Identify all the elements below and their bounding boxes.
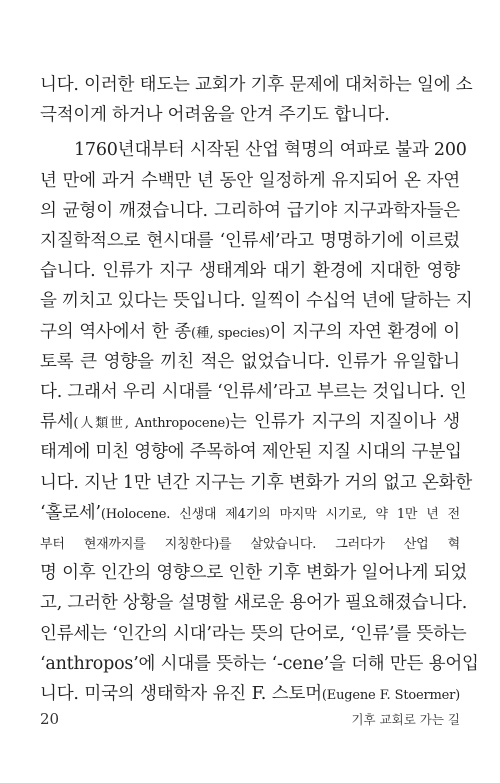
text-line-4: 년 만에 과거 수백만 년 동안 일정하게 유지되어 온 자연 — [40, 171, 460, 191]
text-line-19: 인류세는 ‘인간의 시대’라는 뜻의 단어로, ‘인류’를 뜻하는 — [40, 624, 467, 644]
text-line-12 — [40, 410, 460, 436]
text-line-17: 명 이후 인간의 영향으로 인한 기후 변화가 일어나게 되었 — [40, 563, 468, 583]
text-line-7: 습니다. 인류가 지구 생태계와 대기 환경에 지대한 영향 — [40, 261, 460, 281]
text-line-6: 지질학적으로 현시대를 ‘인류세’라고 명명하기에 이르렀 — [40, 231, 460, 251]
text-segment: 구의 역사에서 한 종 — [40, 322, 192, 342]
annotation-species: (種, species) — [191, 326, 270, 341]
text-line-11: 다. 그래서 우리 시대를 ‘인류세’라고 부르는 것입니다. 인 — [40, 382, 467, 402]
text-segment: 는 인류가 지구의 지질이나 생 — [229, 412, 460, 432]
annotation-anthropocene: (人類世, Anthropocene) — [73, 416, 230, 431]
annotation-holocene: (Holocene. 신생대 제4기의 마지막 시기로, 약 1만 년 전 — [100, 507, 460, 522]
text-line-15 — [40, 501, 460, 527]
text-line-1: 니다. 이러한 태도는 교회가 기후 문제에 대처하는 일에 소 — [40, 75, 473, 95]
text-line-3: 1760년대부터 시작된 산업 혁명의 여파로 불과 200 — [74, 140, 467, 160]
text-segment: 니다. 미국의 생태학자 유진 F. 스토머 — [40, 684, 322, 704]
annotation-stoermer: (Eugene F. Stoermer) — [321, 688, 460, 703]
text-line-14: 니다. 지난 1만 년간 지구는 기후 변화가 거의 없고 온화한 — [40, 473, 473, 493]
text-segment: 류세 — [40, 412, 74, 432]
text-segment: 이 지구의 자연 환경에 이 — [269, 322, 460, 342]
text-line-8: 을 끼치고 있다는 뜻입니다. 일찍이 수십억 년에 달하는 지 — [40, 291, 473, 311]
text-line-16 — [40, 531, 460, 557]
text-line-5: 의 균형이 깨졌습니다. 그리하여 급기야 지구과학자들은 — [40, 201, 460, 221]
text-line-13: 태계에 미친 영향에 주목하여 제안된 지질 시대의 구분입 — [40, 442, 462, 462]
annotation-holocene-cont: 부터 현재까지를 지칭한다)를 살았습니다. 그러다가 산업 혁 — [40, 537, 460, 552]
text-line-9 — [40, 320, 460, 346]
text-segment: ‘홀로세’ — [40, 503, 101, 523]
text-line-18: 고, 그러한 상황을 설명할 새로운 용어가 필요해졌습니다. — [40, 593, 468, 613]
text-line-20: ‘anthropos’에 시대를 뜻하는 ‘-cene’을 더해 만든 용어입 — [40, 654, 479, 674]
text-line-21 — [40, 682, 460, 708]
running-footer-title: 기후 교회로 가는 길 — [351, 712, 460, 727]
text-line-2: 극적이게 하거나 어려움을 안겨 주기도 합니다. — [40, 105, 390, 125]
text-line-10: 토록 큰 영향을 끼친 적은 없었습니다. 인류가 유일합니 — [40, 352, 460, 372]
page-number: 20 — [40, 710, 60, 728]
